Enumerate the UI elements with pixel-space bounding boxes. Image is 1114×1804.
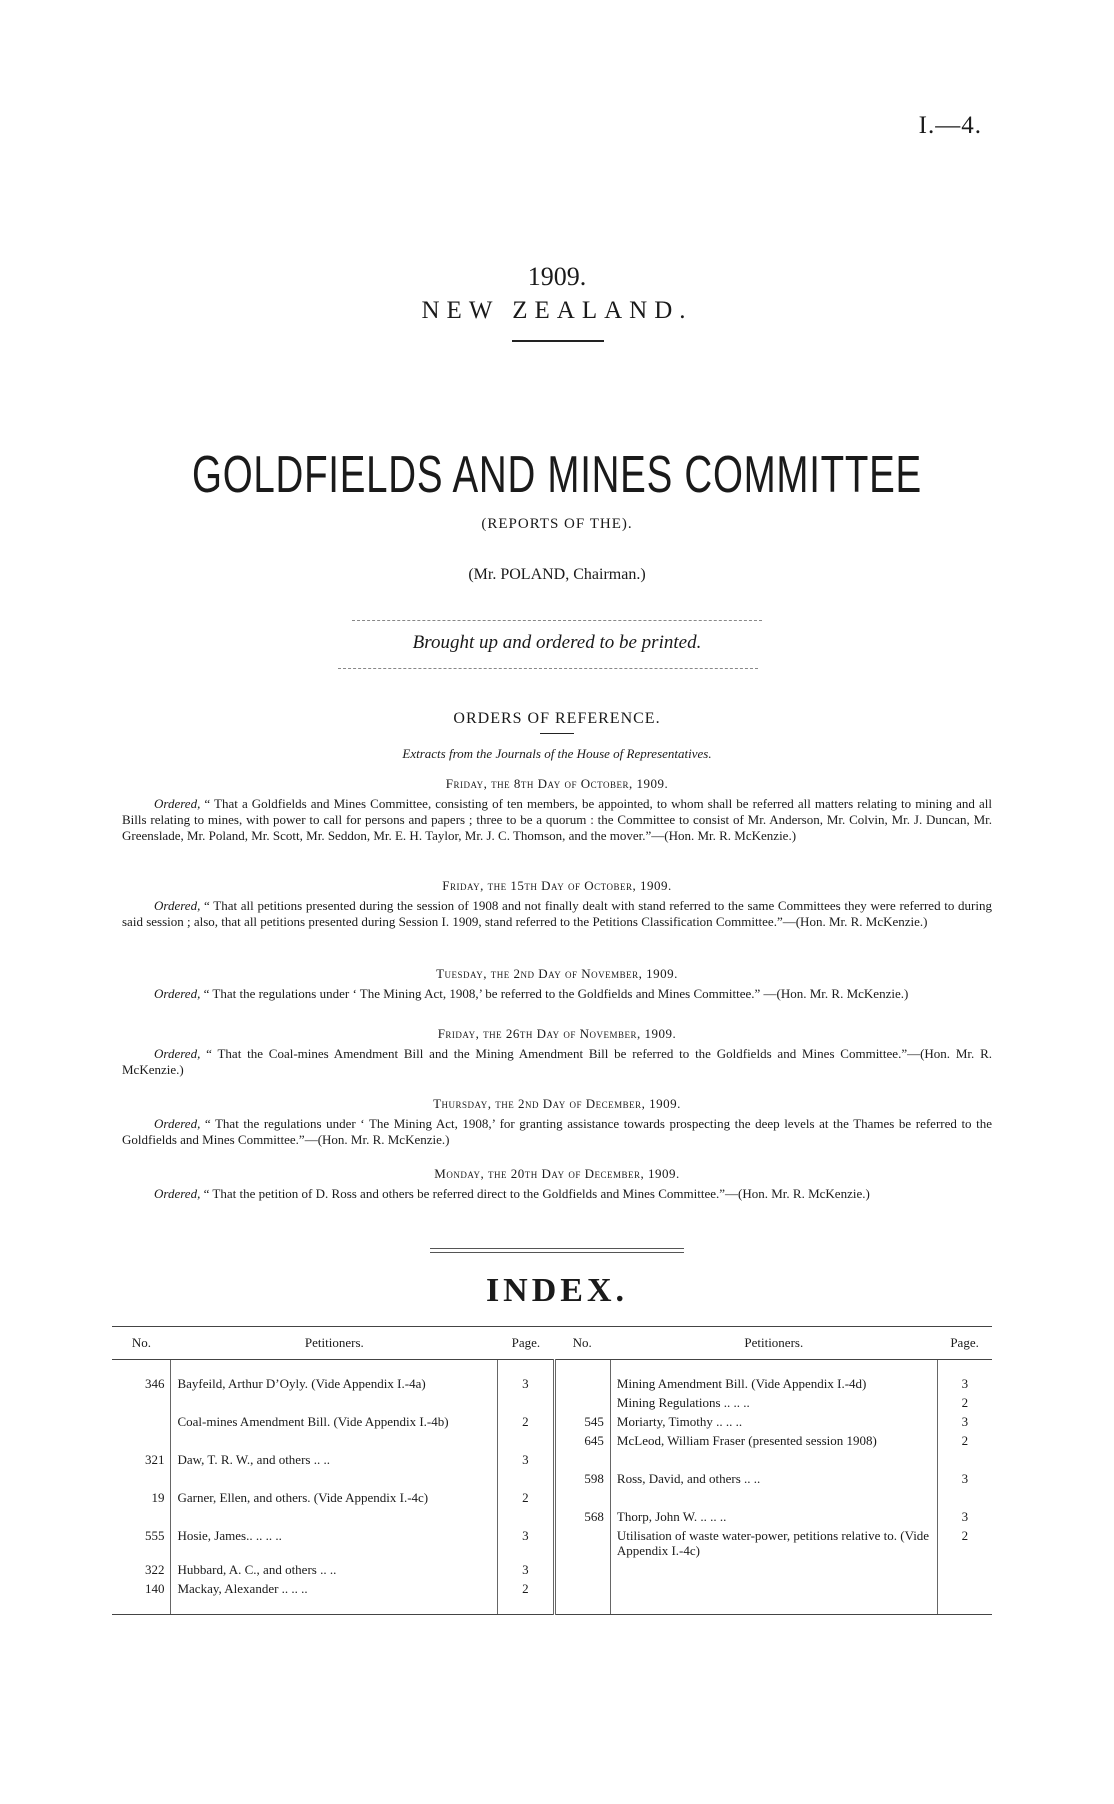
petitioner-name <box>610 1450 937 1469</box>
page-number: 3 <box>498 1450 554 1469</box>
petitioner-name: Garner, Ellen, and others. (Vide Appendix I.-4c) <box>171 1488 498 1507</box>
petitioner-name <box>171 1469 498 1488</box>
table-row <box>112 1560 992 1579</box>
table-row <box>112 1579 992 1615</box>
short-rule <box>512 340 604 342</box>
table-row <box>112 1507 992 1526</box>
petition-number <box>554 1560 610 1579</box>
table-row <box>112 1469 992 1488</box>
petitioner-name: Daw, T. R. W., and others .. .. <box>171 1450 498 1469</box>
order-text: Ordered, “ That all petitions presented during the session of 1908 and not finally dealt with stand referred to the same Committees they were referred to during said session ; also, that all petitions presented during Session I. 1909, stand referred to the Petitions Classification Committee.”—(Hon. Mr. R. McKenzie.) <box>122 898 992 929</box>
spacer-row <box>112 1360 992 1375</box>
petition-number: 545 <box>584 1414 604 1429</box>
petitioner-name: Thorp, John W. .. .. .. <box>610 1507 937 1526</box>
order-date: Friday, the 15th Day of October, 1909. <box>442 878 672 893</box>
page-number: 2 <box>498 1412 554 1431</box>
order-date: Friday, the 26th Day of November, 1909. <box>437 1026 677 1041</box>
spacer-cell <box>610 1360 937 1375</box>
order-date: Thursday, the 2nd Day of December, 1909. <box>433 1096 681 1111</box>
column-header-page: Page. <box>937 1327 992 1360</box>
petition-number <box>112 1507 171 1526</box>
page-number: 2 <box>498 1488 554 1507</box>
orders-heading: ORDERS OF REFERENCE. <box>453 710 661 727</box>
printing-order: Brought up and ordered to be printed. <box>412 632 702 653</box>
page-number: 3 <box>937 1469 992 1488</box>
petition-number: 19 <box>151 1490 165 1505</box>
petitioner-name: Ross, David, and others .. .. <box>610 1469 937 1488</box>
column-header-petitioners: Petitioners. <box>610 1327 937 1360</box>
order-text: Ordered, “ That the regulations under ‘ The Mining Act, 1908,’ for granting assistance towards prospecting the deep levels at the Thames be referred to the Goldfields and Mines Committee.”—(Hon. Mr. R. McKenzie.) <box>122 1116 992 1147</box>
country-heading: NEW ZEALAND. <box>421 297 693 324</box>
spacer-cell <box>554 1360 610 1375</box>
page-number <box>498 1507 554 1526</box>
petitioner-name <box>610 1579 937 1615</box>
page-number <box>937 1560 992 1579</box>
column-header-page: Page. <box>498 1327 554 1360</box>
table-row <box>112 1393 992 1412</box>
spacer-cell <box>171 1360 498 1375</box>
petition-number: 645 <box>584 1433 604 1448</box>
divider-dashed <box>352 620 762 621</box>
extracts-note: Extracts from the Journals of the House of Representatives. <box>402 746 712 761</box>
page-number <box>937 1450 992 1469</box>
petitioner-name: Mining Regulations .. .. .. <box>610 1393 937 1412</box>
petition-number <box>554 1374 610 1393</box>
petition-number <box>554 1450 610 1469</box>
page-number: 3 <box>498 1526 554 1560</box>
petition-number: 140 <box>112 1579 171 1615</box>
petitioner-name <box>610 1488 937 1507</box>
petitioner-name <box>171 1393 498 1412</box>
petition-number: 568 <box>584 1509 604 1524</box>
table-row <box>112 1488 992 1507</box>
order-date: Tuesday, the 2nd Day of November, 1909. <box>436 966 678 981</box>
page-number <box>498 1393 554 1412</box>
petition-number <box>112 1469 171 1488</box>
document-subtitle: (REPORTS OF THE). <box>481 516 633 532</box>
page-number: 2 <box>937 1393 992 1412</box>
page-number: 2 <box>937 1431 992 1450</box>
page-number: 3 <box>498 1560 554 1579</box>
paper-reference: I.—4. <box>918 112 982 139</box>
petition-number <box>554 1526 610 1560</box>
table-row <box>112 1374 992 1393</box>
petition-number <box>112 1412 171 1431</box>
divider-double <box>430 1252 684 1253</box>
page-number <box>498 1431 554 1450</box>
order-text: Ordered, “ That a Goldfields and Mines Committee, consisting of ten members, be appointed, to whom shall be referred all matters relating to mining and all Bills relating to mines, with power to call for persons and papers ; three to be a quorum : the Committee to consist of Mr. Anderson, Mr. Colvin, Mr. J. Duncan, Mr. Greenslade, Mr. Poland, Mr. Scott, Mr. Seddon, Mr. E. H. Taylor, Mr. J. C. Thomson, and the mover.”—(Hon. Mr. R. McKenzie.) <box>122 796 992 843</box>
petitioner-name <box>171 1431 498 1450</box>
petitioner-name: McLeod, William Fraser (presented session 1908) <box>610 1431 937 1450</box>
petition-number: 598 <box>584 1471 604 1486</box>
spacer-cell <box>937 1360 992 1375</box>
column-header-no: No. <box>554 1327 610 1360</box>
petition-number <box>112 1431 171 1450</box>
table-row <box>112 1412 992 1431</box>
petitioner-name <box>171 1507 498 1526</box>
chairman-line: (Mr. POLAND, Chairman.) <box>468 566 646 583</box>
petitioner-name: Mining Amendment Bill. (Vide Appendix I.-4d) <box>610 1374 937 1393</box>
petitioner-name: Utilisation of waste water-power, petitions relative to. (Vide Appendix I.-4c) <box>610 1526 937 1560</box>
index-table <box>112 1326 992 1615</box>
petition-number: 321 <box>144 1452 165 1467</box>
petition-number: 346 <box>144 1376 165 1391</box>
table-row <box>112 1450 992 1469</box>
column-header-petitioners: Petitioners. <box>171 1327 498 1360</box>
petition-number <box>554 1488 610 1507</box>
short-rule <box>540 733 574 734</box>
petition-number <box>554 1579 610 1615</box>
page-number: 2 <box>937 1526 992 1560</box>
page-number <box>937 1488 992 1507</box>
order-text: Ordered, “ That the Coal-mines Amendment Bill and the Mining Amendment Bill be referred to the Goldfields and Mines Committee.”—(Hon. Mr. R. McKenzie.) <box>122 1046 992 1077</box>
page-number: 3 <box>937 1412 992 1431</box>
petitioner-name: Hubbard, A. C., and others .. .. <box>171 1560 498 1579</box>
order-date: Monday, the 20th Day of December, 1909. <box>434 1166 680 1181</box>
petition-number: 555 <box>144 1528 165 1543</box>
table-row <box>112 1526 992 1560</box>
page-number: 2 <box>498 1579 554 1615</box>
index-body <box>112 1360 992 1615</box>
document-title: GOLDFIELDS AND MINES COMMITTEE <box>192 446 922 504</box>
petitioner-name: Bayfeild, Arthur D’Oyly. (Vide Appendix I.-4a) <box>171 1374 498 1393</box>
table-row <box>112 1431 992 1450</box>
divider-double <box>430 1248 684 1249</box>
petitioner-name: Moriarty, Timothy .. .. .. <box>610 1412 937 1431</box>
page-number <box>498 1469 554 1488</box>
year-heading: 1909. <box>527 262 587 291</box>
divider-dashed <box>338 668 758 669</box>
page-number: 3 <box>498 1374 554 1393</box>
index-header-row <box>112 1327 992 1360</box>
petition-number <box>112 1393 171 1412</box>
order-date: Friday, the 8th Day of October, 1909. <box>445 776 669 791</box>
index-heading: INDEX. <box>485 1272 629 1309</box>
petitioner-name: Mackay, Alexander .. .. .. <box>171 1579 498 1615</box>
petitioner-name: Coal-mines Amendment Bill. (Vide Appendix I.-4b) <box>171 1412 498 1431</box>
order-text: Ordered, “ That the regulations under ‘ The Mining Act, 1908,’ be referred to the Goldfields and Mines Committee.” —(Hon. Mr. R. McKenzie.) <box>154 986 909 1001</box>
spacer-cell <box>112 1360 171 1375</box>
page-number <box>937 1579 992 1615</box>
petition-number: 322 <box>144 1562 165 1577</box>
petitioner-name: Hosie, James.. .. .. .. <box>171 1526 498 1560</box>
petitioner-name <box>610 1560 937 1579</box>
page-number: 3 <box>937 1374 992 1393</box>
column-header-no: No. <box>112 1327 171 1360</box>
spacer-cell <box>498 1360 554 1375</box>
petition-number <box>554 1393 610 1412</box>
page-number: 3 <box>937 1507 992 1526</box>
order-text: Ordered, “ That the petition of D. Ross and others be referred direct to the Goldfields and Mines Committee.”—(Hon. Mr. R. McKenzie.) <box>154 1186 870 1201</box>
